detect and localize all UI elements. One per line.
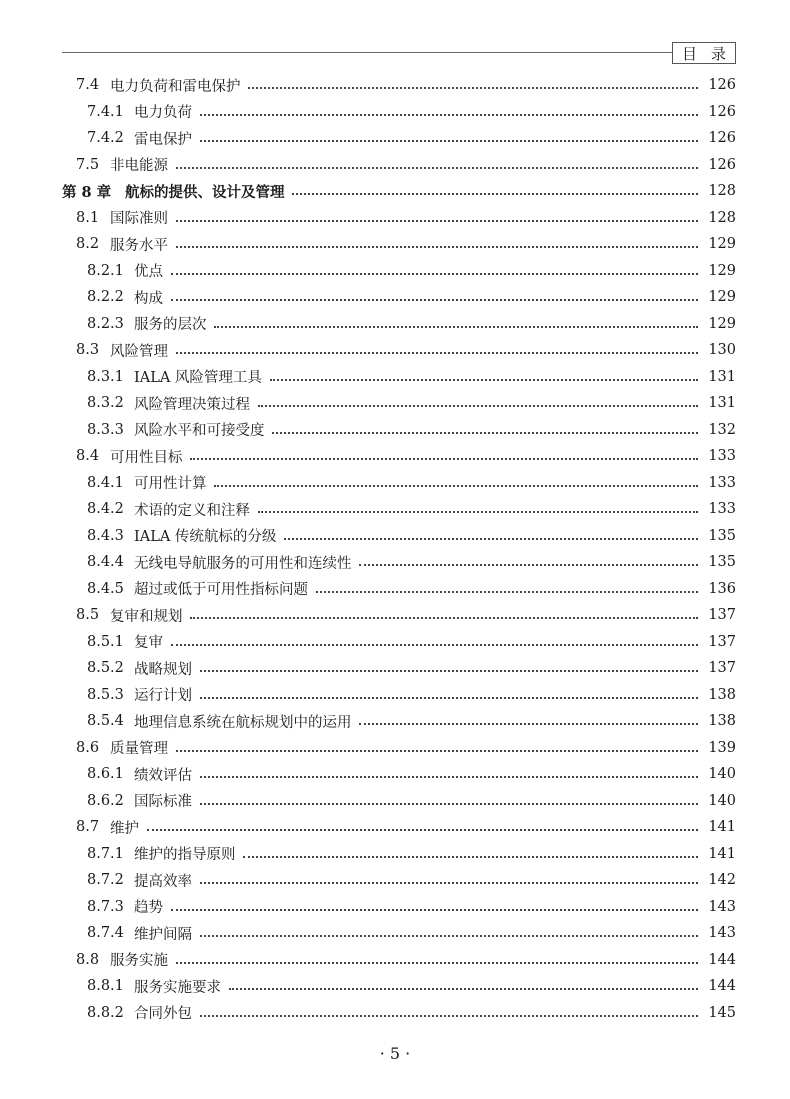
toc-entry-number: 8.6.1 [87, 766, 124, 783]
toc-entry-number: 8.5 [76, 607, 100, 624]
dot-leader [176, 962, 698, 964]
toc-entry-page: 137 [708, 633, 736, 650]
toc-entry[interactable] [0, 682, 790, 709]
toc-entry-number: 8.2 [76, 236, 100, 253]
toc-entry-page: 126 [708, 130, 736, 147]
toc-entry-title: 地理信息系统在航标规划中的运用 [134, 714, 352, 731]
toc-entry-page: 130 [708, 342, 736, 359]
toc-entry-page: 140 [708, 792, 736, 809]
toc-entry-page: 128 [708, 183, 736, 200]
toc-entry-title: IALA 风险管理工具 [134, 370, 262, 387]
toc-entry-number: 8.2.1 [87, 262, 124, 279]
toc-entry[interactable] [0, 761, 790, 788]
table-of-contents [0, 72, 790, 1026]
toc-entry-page: 126 [708, 156, 736, 173]
toc-entry[interactable] [0, 364, 790, 391]
toc-entry[interactable] [0, 549, 790, 576]
toc-entry-page: 139 [708, 739, 736, 756]
dot-leader [284, 538, 698, 540]
dot-leader [147, 829, 698, 831]
toc-entry-title: 国际准则 [110, 211, 168, 228]
toc-entry-number: 8.4.3 [87, 527, 124, 544]
toc-entry-number: 8.6.2 [87, 792, 124, 809]
dot-leader [176, 167, 698, 169]
toc-entry[interactable] [0, 337, 790, 364]
toc-entry-title: 运行计划 [134, 688, 192, 705]
dot-leader [229, 988, 698, 990]
dot-leader [176, 352, 698, 354]
toc-entry-page: 126 [708, 77, 736, 94]
toc-entry[interactable] [0, 443, 790, 470]
toc-entry-number: 8.5.3 [87, 686, 124, 703]
dot-leader [200, 140, 698, 142]
toc-entry-page: 133 [708, 448, 736, 465]
toc-entry-page: 129 [708, 315, 736, 332]
toc-entry[interactable] [0, 496, 790, 523]
toc-entry-number: 8.8 [76, 951, 100, 968]
toc-entry-number: 8.4 [76, 448, 100, 465]
dot-leader [272, 432, 698, 434]
dot-leader [190, 617, 698, 619]
toc-entry-page: 141 [708, 819, 736, 836]
toc-entry-page: 128 [708, 209, 736, 226]
toc-entry-title: 风险管理决策过程 [134, 396, 250, 413]
toc-entry-number: 8.5.4 [87, 713, 124, 730]
dot-leader [171, 273, 698, 275]
toc-entry[interactable] [0, 258, 790, 285]
toc-entry[interactable] [0, 1000, 790, 1027]
dot-leader [243, 856, 698, 858]
toc-entry-number: 8.1 [76, 209, 100, 226]
page-number: · 5 · [379, 1044, 411, 1063]
toc-entry-number: 8.7.4 [87, 925, 124, 942]
dot-leader [292, 193, 698, 195]
dot-leader [214, 485, 698, 487]
header-label-left: 目 [682, 44, 698, 63]
dot-leader [214, 326, 698, 328]
toc-entry-number: 8.3.3 [87, 421, 124, 438]
dot-leader [190, 458, 698, 460]
toc-entry-page: 131 [708, 395, 736, 412]
toc-entry-number: 8.3.1 [87, 368, 124, 385]
toc-entry-number: 8.8.2 [87, 1004, 124, 1021]
toc-entry-page: 129 [708, 262, 736, 279]
toc-entry-number: 7.4.1 [87, 103, 124, 120]
toc-entry[interactable] [0, 602, 790, 629]
toc-entry[interactable] [0, 390, 790, 417]
toc-entry-title: 绩效评估 [134, 767, 192, 784]
toc-entry-title: 趋势 [134, 900, 163, 917]
toc-entry-number: 8.2.3 [87, 315, 124, 332]
toc-entry-number: 8.7.3 [87, 898, 124, 915]
toc-entry[interactable] [0, 947, 790, 974]
toc-entry[interactable] [0, 655, 790, 682]
dot-leader [258, 405, 698, 407]
toc-entry-page: 129 [708, 289, 736, 306]
toc-entry-title: 电力负荷和雷电保护 [110, 78, 241, 95]
toc-entry-number: 8.7.1 [87, 845, 124, 862]
toc-entry[interactable] [0, 973, 790, 1000]
toc-entry-title: 无线电导航服务的可用性和连续性 [134, 555, 352, 572]
header-label-right: 录 [710, 44, 726, 63]
dot-leader [359, 564, 698, 566]
dot-leader [359, 723, 698, 725]
toc-entry-title: 维护的指导原则 [134, 847, 236, 864]
toc-entry-page: 145 [708, 1004, 736, 1021]
dot-leader [200, 803, 698, 805]
toc-entry-number: 8.2.2 [87, 289, 124, 306]
toc-entry-number: 8.3 [76, 342, 100, 359]
dot-leader [176, 246, 698, 248]
toc-entry[interactable] [0, 470, 790, 497]
toc-entry-page: 143 [708, 898, 736, 915]
toc-entry-page: 132 [708, 421, 736, 438]
toc-entry[interactable] [0, 152, 790, 179]
toc-entry[interactable] [0, 814, 790, 841]
toc-entry-number: 8.8.1 [87, 978, 124, 995]
toc-entry-page: 136 [708, 580, 736, 597]
toc-entry[interactable] [0, 735, 790, 762]
dot-leader [270, 379, 698, 381]
toc-entry-title: 可用性目标 [110, 449, 183, 466]
toc-entry-title: 复审 [134, 635, 163, 652]
dot-leader [258, 511, 698, 513]
toc-entry-number: 8.4.2 [87, 501, 124, 518]
toc-entry-page: 126 [708, 103, 736, 120]
toc-entry-page: 138 [708, 686, 736, 703]
dot-leader [176, 750, 698, 752]
toc-entry[interactable] [0, 920, 790, 947]
toc-entry[interactable] [0, 841, 790, 868]
toc-entry[interactable] [0, 417, 790, 444]
toc-entry-page: 135 [708, 527, 736, 544]
toc-entry-number: 第 8 章 [62, 183, 112, 201]
toc-entry[interactable] [0, 867, 790, 894]
toc-entry-page: 143 [708, 925, 736, 942]
toc-entry-title: 服务实施要求 [134, 979, 221, 996]
toc-entry-page: 135 [708, 554, 736, 571]
toc-entry[interactable] [0, 178, 790, 205]
toc-entry-number: 8.5.2 [87, 660, 124, 677]
toc-entry-number: 8.4.5 [87, 580, 124, 597]
dot-leader [200, 670, 698, 672]
toc-entry-page: 141 [708, 845, 736, 862]
toc-entry[interactable] [0, 788, 790, 815]
header-rule [62, 52, 672, 53]
toc-entry-title: 战略规划 [134, 661, 192, 678]
toc-entry-title: 国际标准 [134, 794, 192, 811]
toc-entry[interactable] [0, 72, 790, 99]
dot-leader [200, 776, 698, 778]
dot-leader [200, 1015, 698, 1017]
toc-entry-page: 138 [708, 713, 736, 730]
toc-entry-title: 维护间隔 [134, 926, 192, 943]
toc-entry-page: 142 [708, 872, 736, 889]
toc-entry-title: 质量管理 [110, 741, 168, 758]
toc-entry-number: 7.5 [76, 156, 100, 173]
toc-entry-title: 合同外包 [134, 1006, 192, 1023]
toc-entry-title: 航标的提供、设计及管理 [125, 183, 285, 201]
toc-entry-title: 风险水平和可接受度 [134, 423, 265, 440]
toc-entry-title: 提高效率 [134, 873, 192, 890]
dot-leader [200, 935, 698, 937]
toc-entry-number: 8.7 [76, 819, 100, 836]
toc-entry[interactable] [0, 894, 790, 921]
dot-leader [200, 882, 698, 884]
toc-entry-title: 优点 [134, 264, 163, 281]
toc-entry[interactable] [0, 99, 790, 126]
dot-leader [200, 114, 698, 116]
toc-entry-page: 144 [708, 978, 736, 995]
toc-entry-page: 137 [708, 660, 736, 677]
toc-entry-page: 137 [708, 607, 736, 624]
toc-entry-page: 129 [708, 236, 736, 253]
toc-entry-number: 8.6 [76, 739, 100, 756]
toc-entry-page: 133 [708, 501, 736, 518]
toc-entry[interactable] [0, 231, 790, 258]
toc-entry-title: 非电能源 [110, 158, 168, 175]
toc-entry-number: 7.4 [76, 77, 100, 94]
toc-entry[interactable] [0, 284, 790, 311]
toc-entry-title: 服务实施 [110, 953, 168, 970]
toc-entry-title: 复审和规划 [110, 608, 183, 625]
dot-leader [200, 697, 698, 699]
dot-leader [171, 299, 698, 301]
dot-leader [316, 591, 698, 593]
toc-entry-title: IALA 传统航标的分级 [134, 529, 277, 546]
toc-entry-number: 8.4.4 [87, 554, 124, 571]
toc-entry-page: 144 [708, 951, 736, 968]
section-header-box [672, 42, 736, 64]
toc-entry-title: 雷电保护 [134, 131, 192, 148]
toc-entry-title: 风险管理 [110, 343, 168, 360]
toc-entry-number: 8.4.1 [87, 474, 124, 491]
toc-entry-title: 维护 [110, 820, 139, 837]
toc-entry[interactable] [0, 629, 790, 656]
toc-entry-page: 133 [708, 474, 736, 491]
toc-entry[interactable] [0, 523, 790, 550]
toc-entry-page: 140 [708, 766, 736, 783]
dot-leader [176, 220, 698, 222]
toc-entry[interactable] [0, 205, 790, 232]
toc-entry-title: 构成 [134, 290, 163, 307]
toc-entry-title: 电力负荷 [134, 105, 192, 122]
toc-entry-number: 8.3.2 [87, 395, 124, 412]
toc-entry-title: 超过或低于可用性指标问题 [134, 582, 308, 599]
dot-leader [171, 909, 698, 911]
toc-entry[interactable] [0, 311, 790, 338]
toc-entry-page: 131 [708, 368, 736, 385]
toc-entry[interactable] [0, 125, 790, 152]
toc-entry-number: 8.7.2 [87, 872, 124, 889]
dot-leader [171, 644, 698, 646]
toc-entry-title: 术语的定义和注释 [134, 502, 250, 519]
dot-leader [248, 87, 698, 89]
toc-entry[interactable] [0, 708, 790, 735]
toc-entry-title: 服务水平 [110, 237, 168, 254]
toc-entry-title: 可用性计算 [134, 476, 207, 493]
toc-entry-number: 8.5.1 [87, 633, 124, 650]
toc-entry-title: 服务的层次 [134, 317, 207, 334]
toc-entry-number: 7.4.2 [87, 130, 124, 147]
toc-entry[interactable] [0, 576, 790, 603]
